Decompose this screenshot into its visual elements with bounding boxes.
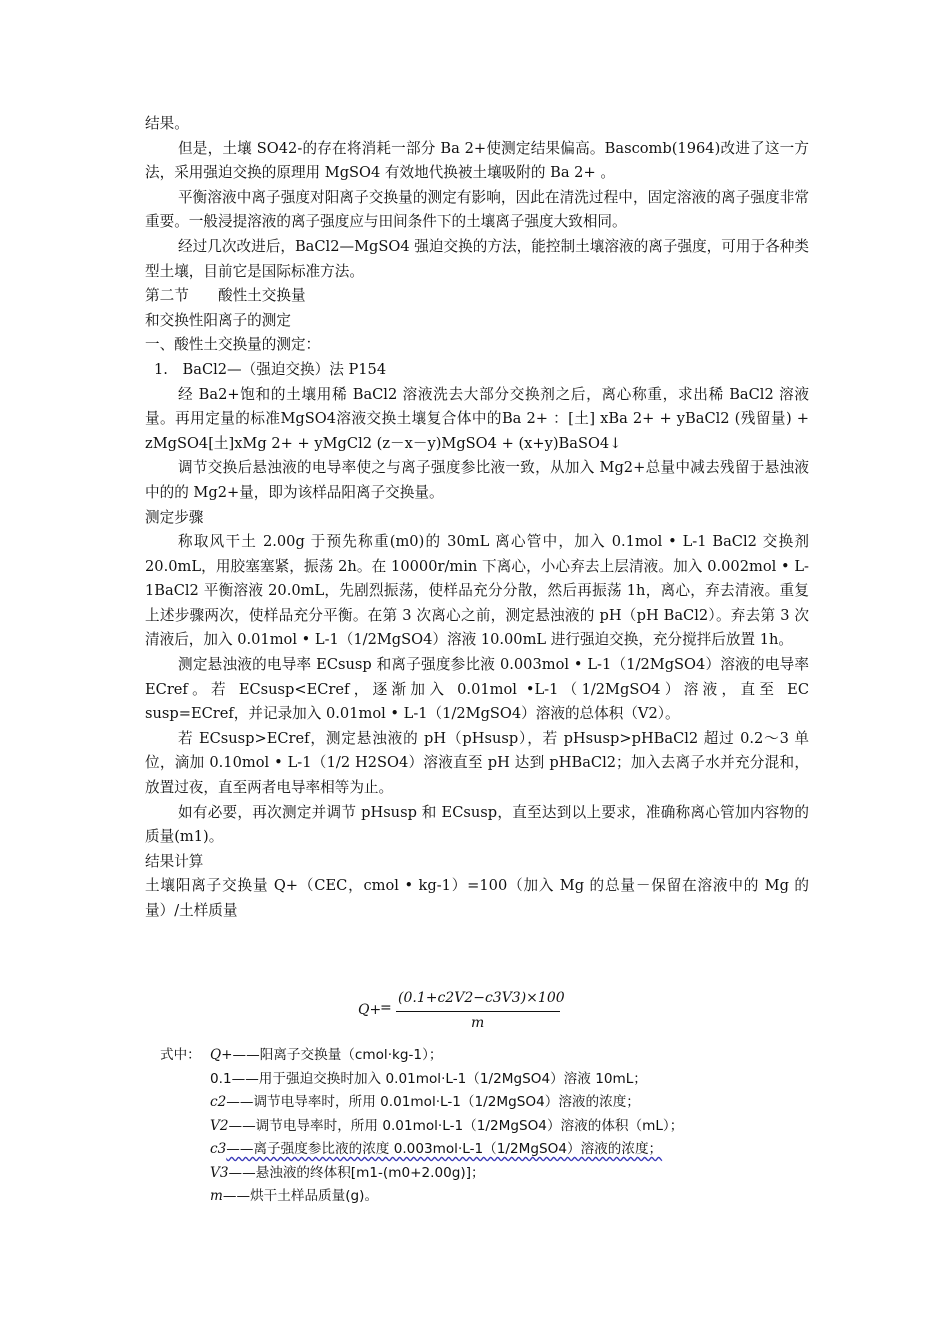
formula-equals: = xyxy=(380,1000,392,1016)
subsection-heading: 一、酸性土交换量的测定： xyxy=(145,336,321,354)
definition-row: Q+——阳离子交换量（cmol·kg-1）； xyxy=(210,1047,443,1063)
definition-row: 0.1——用于强迫交换时加入 0.01mol·L-1（1/2MgSO4）溶液 10mL； xyxy=(210,1070,647,1087)
definitions-lead: 式中： xyxy=(160,1047,201,1063)
paragraph: 称取风干土 2.00g 于预先称重(m0)的 30mL 离心管中，加入 0.1mol • L-1 BaCl2 交换剂 20.0mL，用胶塞塞紧，振荡 2h。在 10000r/min 下离心，小心弃去上层清液。加入 0.002mol • L-1BaCl2 平衡溶液 20.0mL，先剧烈振荡，使样品充分分散，然后再振荡 1h，离心，弃去清液。重复上述步骤两次，使样品充分平衡。在第 3 次离心之前，测定悬浊液的 pH（pH BaCl2）。弃去第 3 次清液后，加入 0.01mol • L-1（1/2MgSO4）溶液 10.00mL 进行强迫交换，充分搅拌后放置 1h。 xyxy=(145,533,809,649)
section-heading: 第二节 酸性土交换量 xyxy=(145,287,306,305)
paragraph: 土壤阳离子交换量 Q+（CEC，cmol • kg-1）=100（加入 Mg 的总量－保留在溶液中的 Mg 的量）/土样质量 xyxy=(145,877,809,919)
procedure-heading: 测定步骤 xyxy=(145,508,204,526)
paragraph: 但是，土壤 SO42-的存在将消耗一部分 Ba 2+使测定结果偏高。Bascomb(1964)改进了这一方法，采用强迫交换的原理用 MgSO4 有效地代换被土壤吸附的 Ba 2+ 。 xyxy=(145,139,809,182)
formula-denominator: m xyxy=(471,1015,485,1031)
definition-row: m——烘干土样品质量(g)。 xyxy=(210,1188,379,1204)
method-heading: 1. BaCl2—（强迫交换）法 P154 xyxy=(154,360,387,378)
paragraph: 平衡溶液中离子强度对阳离子交换量的测定有影响，因此在清洗过程中，固定溶液的离子强度非常重要。一般浸提溶液的离子强度应与田间条件下的土壤离子强度大致相同。 xyxy=(145,188,809,231)
paragraph: 如有必要，再次测定并调节 pHsusp 和 ECsusp，直至达到以上要求，准确称离心管加内容物的质量(m1)。 xyxy=(145,803,809,846)
definition-row: V2——调节电导率时，所用 0.01mol·L-1（1/2MgSO4）溶液的体积（mL）； xyxy=(210,1117,684,1134)
section-heading-continued: 和交换性阳离子的测定 xyxy=(145,311,291,329)
paragraph: 结果。 xyxy=(145,115,189,132)
paragraph: 测定悬浊液的电导率 ECsusp 和离子强度参比液 0.003mol • L-1（1/2MgSO4）溶液的电导率 ECref。若 ECsusp<ECref，逐渐加入 0.01mol •L-1（1/2MgSO4）溶液，直至 EC susp=ECref，并记录加入 0.01mol • L-1（1/2MgSO4）溶液的总体积（V2）。 xyxy=(145,656,809,723)
fraction-bar xyxy=(396,1011,560,1012)
definition-row: c3——离子强度参比液的浓度 0.003mol·L-1（1/2MgSO4）溶液的浓度； xyxy=(210,1141,663,1157)
calculation-heading: 结果计算 xyxy=(145,852,204,870)
paragraph: 若 ECsusp>ECref，测定悬浊液的 pH（pHsusp），若 pHsusp>pHBaCl2 超过 0.2～3 单位，滴加 0.10mol • L-1（1/2 H2SO4）溶液直至 pH 达到 pHBaCl2；加入去离子水并充分混和，放置过夜，直至两者电导率相等为止。 xyxy=(145,729,809,797)
paragraph: 调节交换后悬浊液的电导率使之与离子强度参比液一致，从加入 Mg2+总量中减去残留于悬浊液中的的 Mg2+量，即为该样品阳离子交换量。 xyxy=(145,459,809,501)
paragraph: 经 Ba2+饱和的土壤用稀 BaCl2 溶液洗去大部分交换剂之后，离心称重，求出稀 BaCl2 溶液量。再用定量的标准MgSO4溶液交换土壤复合体中的Ba 2+ ：[土] xBa 2+ + yBaCl2 (残留量) + zMgSO4[土]xMg 2+ + yMgCl2 (z－x－y)MgSO4 + (x+y)BaSO4↓ xyxy=(145,385,809,452)
definition-row: V3——悬浊液的终体积[m1-(m0+2.00g)]； xyxy=(210,1164,485,1181)
document-body xyxy=(145,112,809,924)
paragraph: 经过几次改进后，BaCl2—MgSO4 强迫交换的方法，能控制土壤溶液的离子强度，可用于各种类型土壤，目前它是国际标准方法。 xyxy=(145,237,809,280)
cec-formula xyxy=(358,990,578,1036)
formula-numerator: (0.1+c2V2−c3V3)×100 xyxy=(398,990,565,1006)
formula-lhs: Q+ xyxy=(358,1002,382,1018)
definition-row: c2——调节电导率时，所用 0.01mol·L-1（1/2MgSO4）溶液的浓度； xyxy=(210,1094,640,1110)
